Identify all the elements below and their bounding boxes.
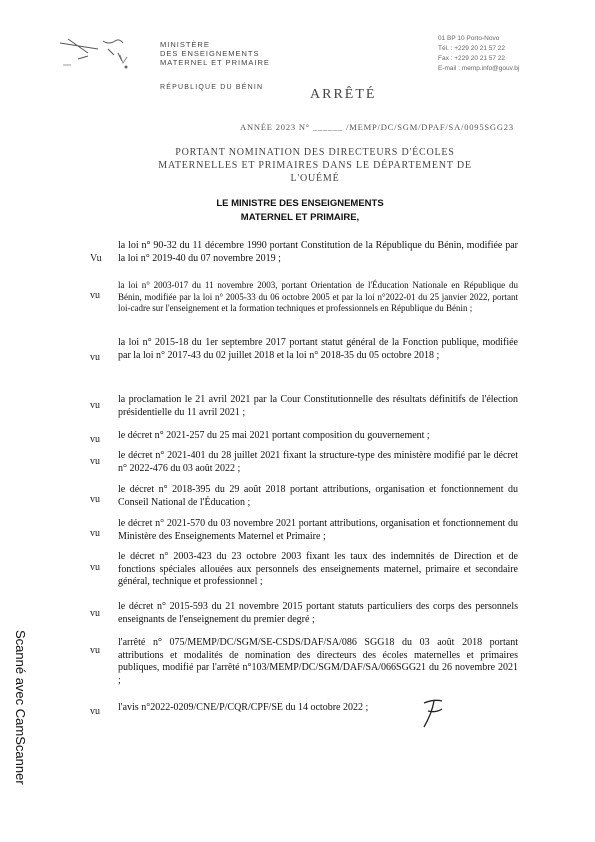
ministry-line: DES ENSEIGNEMENTS bbox=[160, 49, 260, 58]
minister-heading bbox=[160, 197, 440, 225]
visa-label: vu bbox=[90, 456, 100, 467]
republic-label: RÉPUBLIQUE DU BÉNIN bbox=[160, 84, 264, 91]
contact-line: 01 BP 10 Porto-Novo bbox=[438, 35, 500, 42]
contact-line: E-mail : memp.info@gouv.bj bbox=[438, 65, 520, 72]
visa-text: le décret n° 2003-423 du 23 octobre 2003 fixant les taux des indemnités de Direction et de fonctions spéciales allouées aux personnels des enseignements maternel, primaire et secondaire général, technique et professionnel ; bbox=[118, 551, 518, 587]
visa-label: vu bbox=[90, 352, 100, 363]
signature-initial bbox=[420, 697, 448, 731]
visa-text: la loi n° 2003-017 du 11 novembre 2003, portant Orientation de l'Éducation Nationale en République du Bénin, modifiée par la loi n° 2005-33 du 06 octobre 2005 et par la loi n°2022-01 du 25 janvier 2022, portant loi-cadre sur l'enseignement et la formation techniques et professionnels en République du Bénin ; bbox=[118, 280, 518, 313]
document-type: ARRÊTÉ bbox=[310, 87, 377, 102]
visa-label: vu bbox=[90, 528, 100, 539]
visa-text: le décret n° 2018-395 du 29 août 2018 portant attributions, organisation et fonctionnement du Conseil National de l'Éducation ; bbox=[118, 484, 518, 508]
visa-label: Vu bbox=[90, 253, 102, 264]
coat-of-arms-logo bbox=[58, 35, 153, 80]
visa-text: le décret n° 2021-257 du 25 mai 2021 portant composition du gouvernement ; bbox=[118, 430, 430, 441]
ministry-line: MINISTÈRE bbox=[160, 40, 210, 49]
ministry-line: MATERNEL ET PRIMAIRE bbox=[160, 58, 270, 67]
visa-label: vu bbox=[90, 608, 100, 619]
visa-text: la loi n° 90-32 du 11 décembre 1990 portant Constitution de la République du Bénin, modifiée par la loi n° 2019-40 du 07 novembre 2019 ; bbox=[118, 240, 518, 264]
visa-text: le décret n° 2021-401 du 28 juillet 2021 fixant la structure-type des ministère modifié par le décret n° 2022-476 du 03 août 2022 ; bbox=[118, 450, 518, 474]
contact-line: Tél. : +229 20 21 57 22 bbox=[438, 45, 506, 52]
ministry-header bbox=[160, 40, 270, 67]
visa-text: la loi n° 2015-18 du 1er septembre 2017 portant statut général de la Fonction publique, modifiée par la loi n° 2017-43 du 02 juillet 2018 et la loi n° 2018-35 du 05 octobre 2018 ; bbox=[118, 337, 518, 361]
document-title: PORTANT NOMINATION DES DIRECTEURS D'ÉCOLES MATERNELLES ET PRIMAIRES DANS LE DÉPARTEMENT DE L'OUÉMÉ bbox=[158, 147, 472, 184]
visa-label: vu bbox=[90, 562, 100, 573]
document-reference: ANNÉE 2023 N° ______ /MEMP/DC/SGM/DPAF/SA/0095SGG23 bbox=[240, 122, 514, 132]
minister-line: LE MINISTRE DES ENSEIGNEMENTS bbox=[216, 198, 384, 209]
camscanner-watermark: Scanné avec CamScanner bbox=[13, 630, 28, 785]
visa-text: l'arrêté n° 075/MEMP/DC/SGM/SE-CSDS/DAF/SA/086 SGG18 du 03 août 2018 portant attributions et modalités de nomination des directeurs des écoles maternelles et primaires publiques, modifié par l'arrêté n°103/MEMP/DC/SGM/DAF/SA/066SGG21 du 26 novembre 2021 ; bbox=[118, 637, 518, 686]
visa-text: la proclamation le 21 avril 2021 par la Cour Constitutionnelle des résultats définitifs de l'élection présidentielle du 11 avril 2021 ; bbox=[118, 394, 518, 418]
contact-block bbox=[438, 34, 519, 74]
visa-label: vu bbox=[90, 400, 100, 411]
visa-label: vu bbox=[90, 645, 100, 656]
visa-label: vu bbox=[90, 290, 100, 301]
visa-text: l'avis n°2022-0209/CNE/P/CQR/CPF/SE du 14 octobre 2022 ; bbox=[118, 702, 369, 713]
visa-label: vu bbox=[90, 494, 100, 505]
visa-text: le décret n° 2021-570 du 03 novembre 2021 portant attributions, organisation et fonctionnement du Ministère des Enseignements Maternel et Primaire ; bbox=[118, 518, 518, 542]
visa-label: vu bbox=[90, 434, 100, 445]
minister-line: MATERNEL ET PRIMAIRE, bbox=[240, 212, 360, 223]
contact-line: Fax : +229 20 21 57 22 bbox=[438, 55, 506, 62]
visa-label: vu bbox=[90, 706, 100, 717]
visa-text: le décret n° 2015-593 du 21 novembre 2015 portant statuts particuliers des corps des personnels enseignants de l'enseignement du premier degré ; bbox=[118, 601, 518, 625]
